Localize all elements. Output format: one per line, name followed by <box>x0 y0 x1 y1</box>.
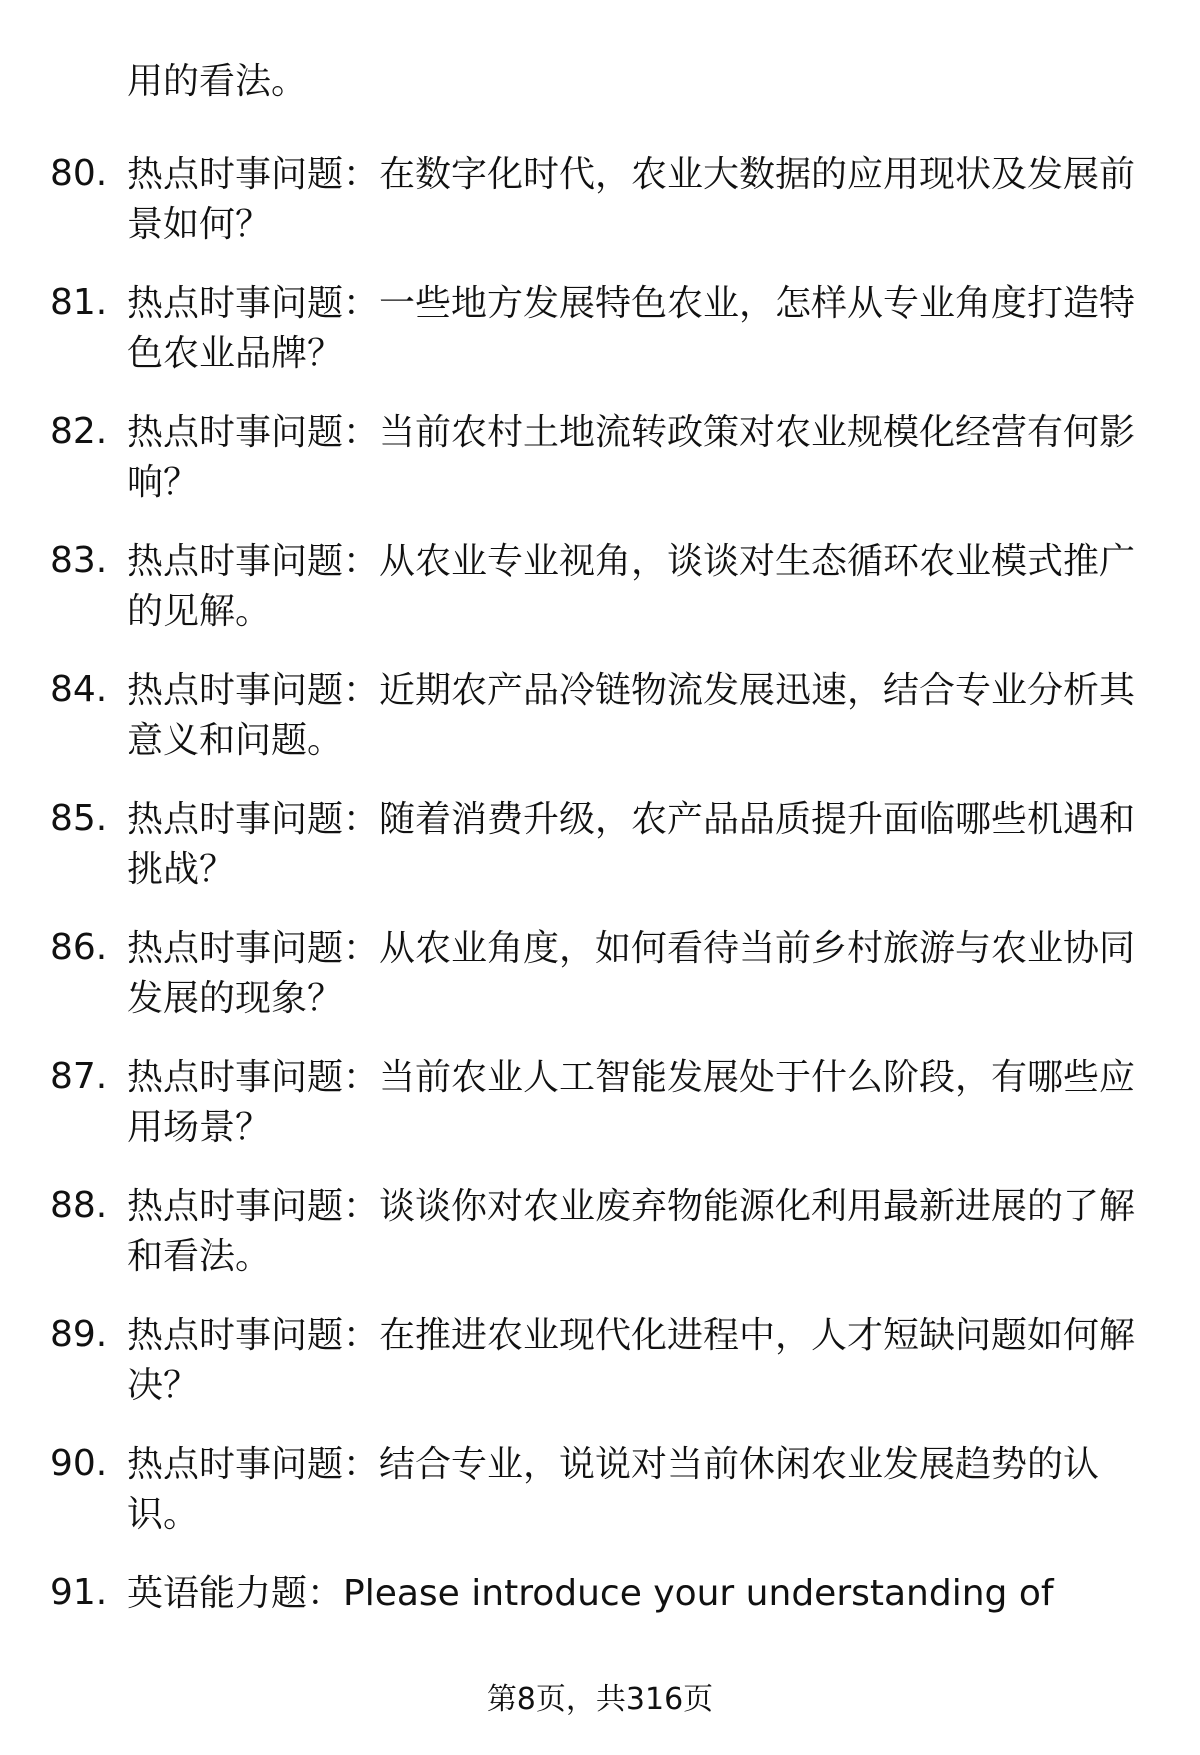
question-number: 84. <box>50 669 108 710</box>
question-number: 81. <box>50 282 108 323</box>
list-item <box>0 1569 1200 1698</box>
question-number: 85. <box>50 798 108 839</box>
question-text: 热点时事问题：随着消费升级，农产品品质提升面临哪些机遇和挑战？ <box>127 799 1136 890</box>
question-text: 热点时事问题：在数字化时代，农业大数据的应用现状及发展前景如何？ <box>127 154 1136 245</box>
question-number: 83. <box>50 540 108 581</box>
continuation-text: 用的看法。 <box>127 61 308 102</box>
list-item <box>0 408 1200 537</box>
list-item <box>0 795 1200 924</box>
list-item <box>0 924 1200 1053</box>
question-text: 热点时事问题：从农业角度，如何看待当前乡村旅游与农业协同发展的现象？ <box>127 928 1136 1019</box>
list-item <box>0 1440 1200 1569</box>
question-list <box>0 150 1200 1698</box>
page-footer: 第8页，共316页 <box>486 1682 714 1717</box>
question-text: 热点时事问题：近期农产品冷链物流发展迅速，结合专业分析其意义和问题。 <box>127 670 1136 761</box>
question-text: 热点时事问题：结合专业，说说对当前休闲农业发展趋势的认识。 <box>127 1444 1100 1535</box>
question-text: 英语能力题：Please introduce your understanding of <box>127 1573 1054 1614</box>
question-number: 87. <box>50 1056 108 1097</box>
question-number: 91. <box>50 1572 108 1613</box>
question-number: 89. <box>50 1314 108 1355</box>
list-item <box>0 537 1200 666</box>
list-item <box>0 666 1200 795</box>
question-text: 热点时事问题：一些地方发展特色农业，怎样从专业角度打造特色农业品牌？ <box>127 283 1136 374</box>
question-number: 80. <box>50 153 108 194</box>
question-text: 热点时事问题：当前农村土地流转政策对农业规模化经营有何影响？ <box>127 412 1136 503</box>
list-item <box>0 1311 1200 1440</box>
question-text: 热点时事问题：从农业专业视角，谈谈对生态循环农业模式推广的见解。 <box>127 541 1136 632</box>
question-number: 88. <box>50 1185 108 1226</box>
question-text: 热点时事问题：当前农业人工智能发展处于什么阶段，有哪些应用场景？ <box>127 1057 1136 1148</box>
list-item <box>0 279 1200 408</box>
question-number: 86. <box>50 927 108 968</box>
question-number: 82. <box>50 411 108 452</box>
question-text: 热点时事问题：谈谈你对农业废弃物能源化利用最新进展的了解和看法。 <box>127 1186 1136 1277</box>
question-number: 90. <box>50 1443 108 1484</box>
list-item <box>0 1182 1200 1311</box>
list-item <box>0 150 1200 279</box>
list-item <box>0 1053 1200 1182</box>
question-text: 热点时事问题：在推进农业现代化进程中，人才短缺问题如何解决？ <box>127 1315 1136 1406</box>
